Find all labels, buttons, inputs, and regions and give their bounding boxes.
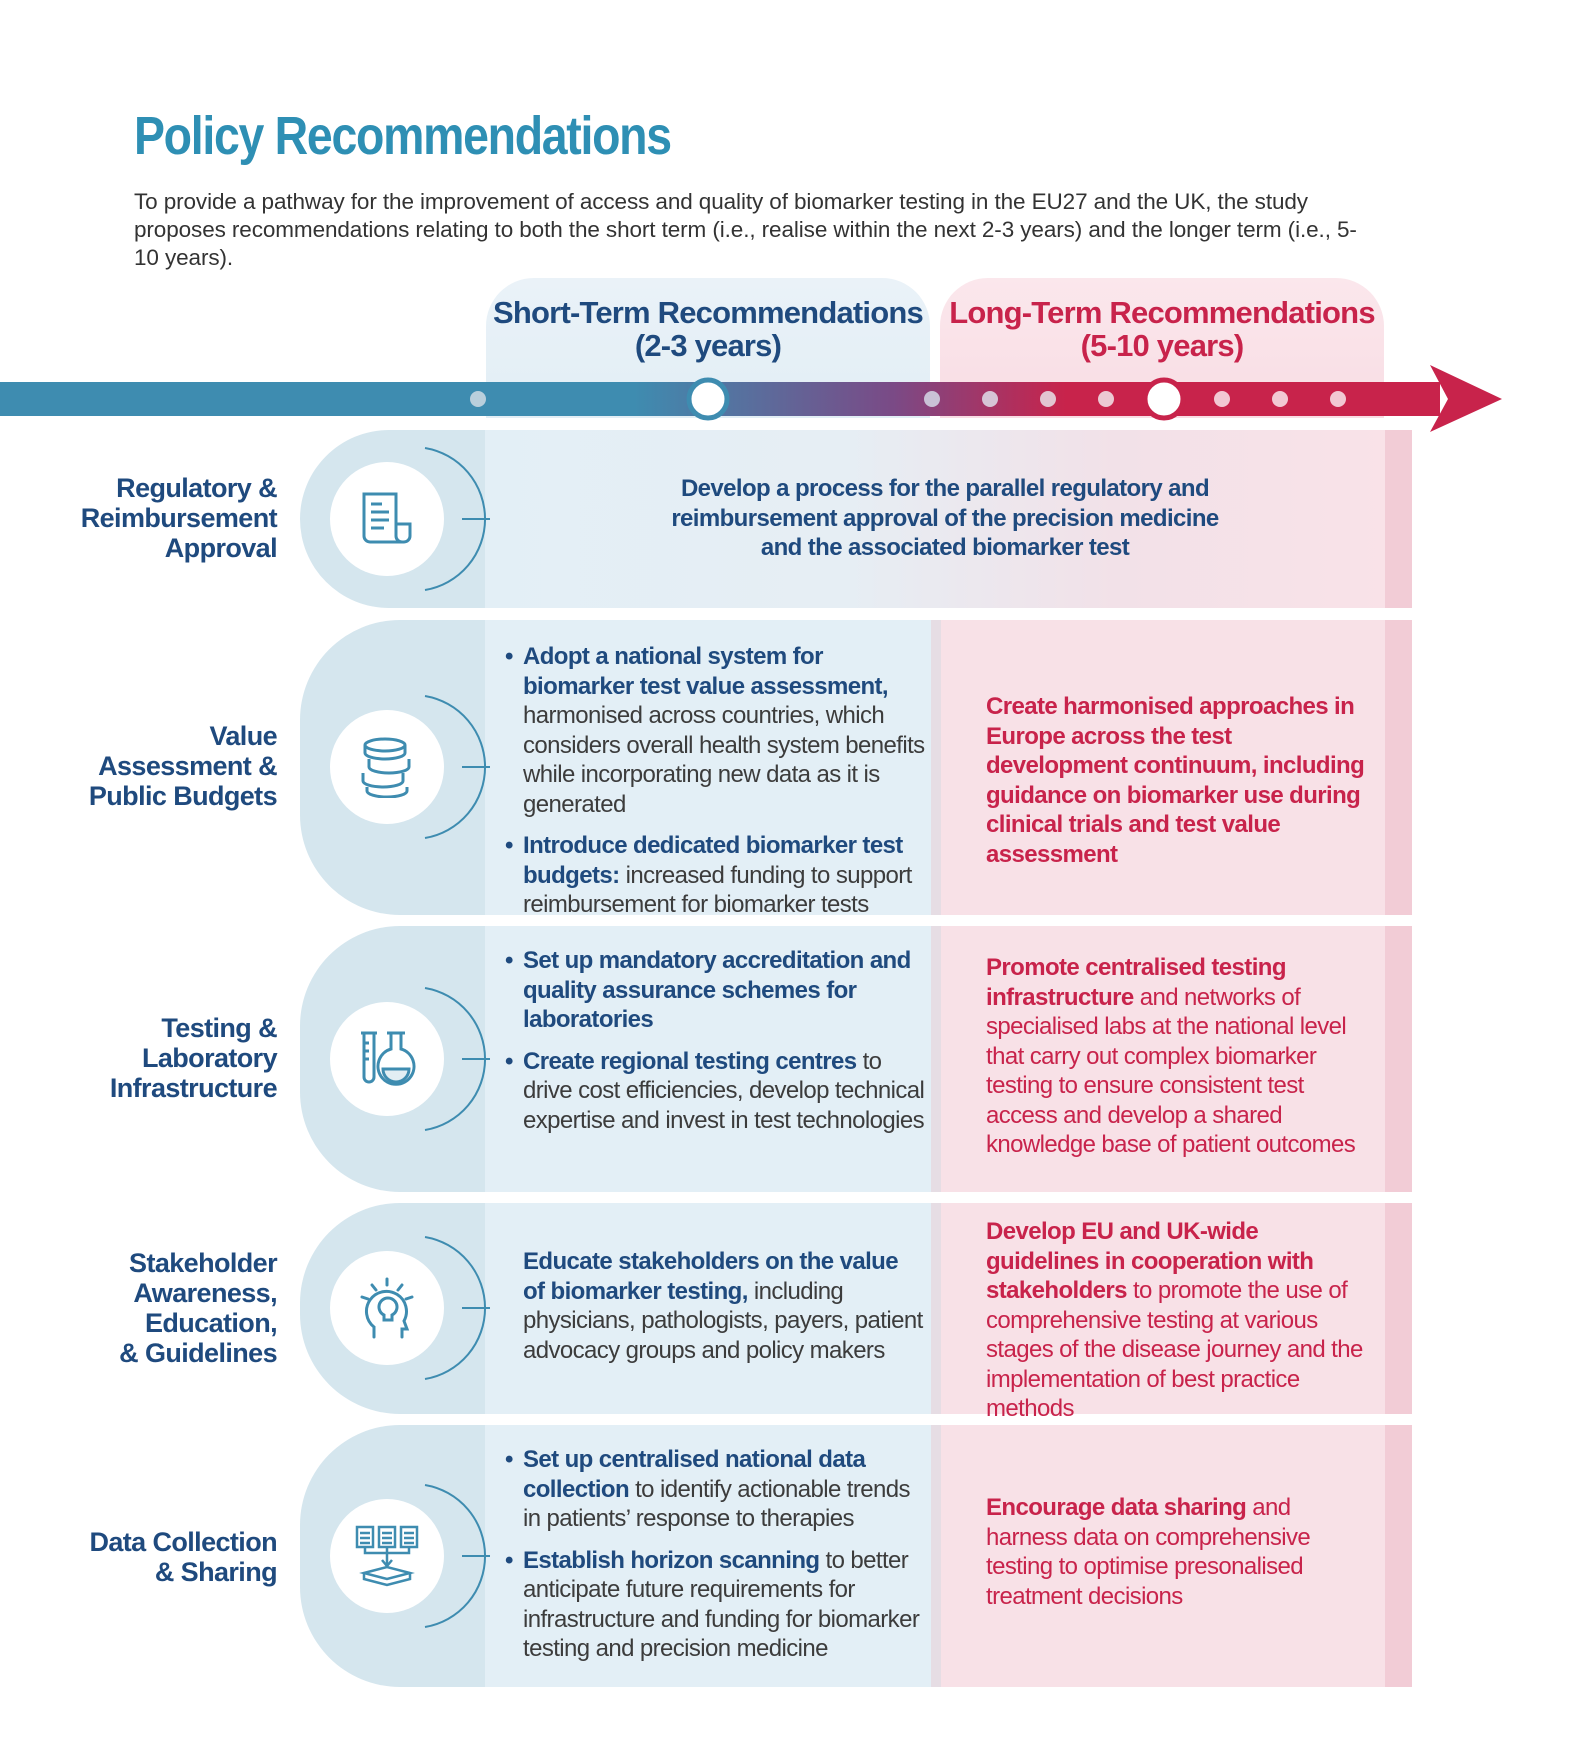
timeline-dot xyxy=(470,391,486,407)
column-separator xyxy=(931,1203,941,1414)
timeline-dot xyxy=(1330,391,1346,407)
long-term-years: (5-10 years) xyxy=(1080,328,1244,363)
timeline-arrow xyxy=(0,360,1572,440)
short-bullet: • Set up centralised national data collection to identify actionable trends in patients’ response to therapies xyxy=(505,1445,925,1534)
row-edge xyxy=(1385,620,1412,915)
combined-line: and the associated biomarker test xyxy=(760,534,1130,561)
short-bullet: • Establish horizon scanning to better anticipate future requirements for infrastructure and funding for biomarker testing and precision medicine xyxy=(505,1546,925,1664)
category-testing-infrastructure: Testing & Laboratory Infrastructure xyxy=(109,1013,277,1103)
row-edge xyxy=(1385,430,1412,608)
short-term-text xyxy=(505,642,925,920)
row-edge xyxy=(1385,1425,1412,1687)
timeline-dot xyxy=(924,391,940,407)
timeline-dot xyxy=(1098,391,1114,407)
short-term-years: (2-3 years) xyxy=(634,328,782,363)
row-stakeholder-awareness xyxy=(300,1203,1412,1422)
long-term-title: Long-Term Recommendations xyxy=(949,295,1375,330)
column-separator xyxy=(931,620,941,915)
combined-line: reimbursement approval of the precision medicine xyxy=(671,504,1219,532)
intro-paragraph: To provide a pathway for the improvement of access and quality of biomarker testing in the EU27 and the UK, the study proposes recommendations relating to both the short term (i.e., realise within the next 2-3 years) and the longer term (i.e., 5-10 years). xyxy=(134,189,1357,270)
lab-flask-icon xyxy=(330,1002,444,1116)
row-edge xyxy=(1385,1203,1412,1414)
document-icon xyxy=(330,462,444,576)
short-term-text xyxy=(505,1445,925,1664)
category-stakeholder-awareness: Stakeholder Awareness, Education, & Guidelines xyxy=(119,1248,277,1368)
long-term-text: Promote centralised testing infrastructure and networks of specialised labs at the national level that carry out complex biomarker testing to ensure consistent test access and develop a shared knowledge base of patient outcomes xyxy=(986,954,1356,1158)
long-term-text: Create harmonised approaches in Europe across the test development continuum, including guidance on biomarker use during clinical trials and test value assessment xyxy=(986,693,1365,868)
long-term-text: Develop EU and UK-wide guidelines in cooperation with stakeholders to promote the use of comprehensive testing at various stages of the disease journey and the implementation of best practice methods xyxy=(986,1218,1363,1422)
column-separator xyxy=(931,926,941,1192)
column-separator xyxy=(931,1425,941,1687)
timeline-marker-short xyxy=(689,380,727,418)
category-data-collection: Data Collection & Sharing xyxy=(89,1527,277,1587)
data-collection-icon xyxy=(330,1499,444,1613)
row-data-collection xyxy=(300,1425,1412,1687)
timeline-dot xyxy=(1040,391,1056,407)
coins-icon xyxy=(330,710,444,824)
short-term-title: Short-Term Recommendations xyxy=(493,295,923,330)
row-value-assessment xyxy=(300,620,1412,918)
page-title: Policy Recommendations xyxy=(134,106,671,166)
row-edge xyxy=(1385,926,1412,1192)
combined-recommendation xyxy=(580,474,1310,563)
long-term-text: Encourage data sharing and harness data on comprehensive testing to optimise presonalised treatment decisions xyxy=(986,1494,1311,1610)
short-bullet: • Introduce dedicated biomarker test budgets: increased funding to support reimbursement for biomarker tests xyxy=(505,831,925,920)
category-value-assessment: Value Assessment & Public Budgets xyxy=(88,721,277,811)
short-bullet: • Create regional testing centres to drive cost efficiencies, develop technical expertise and invest in test technologies xyxy=(505,1047,925,1136)
short-bullet: • Set up mandatory accreditation and quality assurance schemes for laboratories xyxy=(505,946,925,1035)
lightbulb-head-icon xyxy=(330,1251,444,1365)
short-term-text: Educate stakeholders on the value of biomarker testing, including physicians, pathologists, payers, patient advocacy groups and policy makers xyxy=(523,1248,923,1364)
timeline-dot xyxy=(982,391,998,407)
timeline-dot xyxy=(1272,391,1288,407)
combined-line: Develop a process for the parallel regulatory and xyxy=(680,475,1210,502)
short-term-text xyxy=(505,946,925,1135)
short-bullet: • Adopt a national system for biomarker test value assessment, harmonised across countries, which considers overall health system benefits while incorporating new data as it is generated xyxy=(505,642,925,819)
row-testing-infrastructure xyxy=(300,926,1412,1192)
timeline-dot xyxy=(1214,391,1230,407)
timeline-marker-long xyxy=(1145,380,1183,418)
row-regulatory xyxy=(300,430,1412,608)
category-regulatory: Regulatory & Reimbursement Approval xyxy=(80,473,277,563)
